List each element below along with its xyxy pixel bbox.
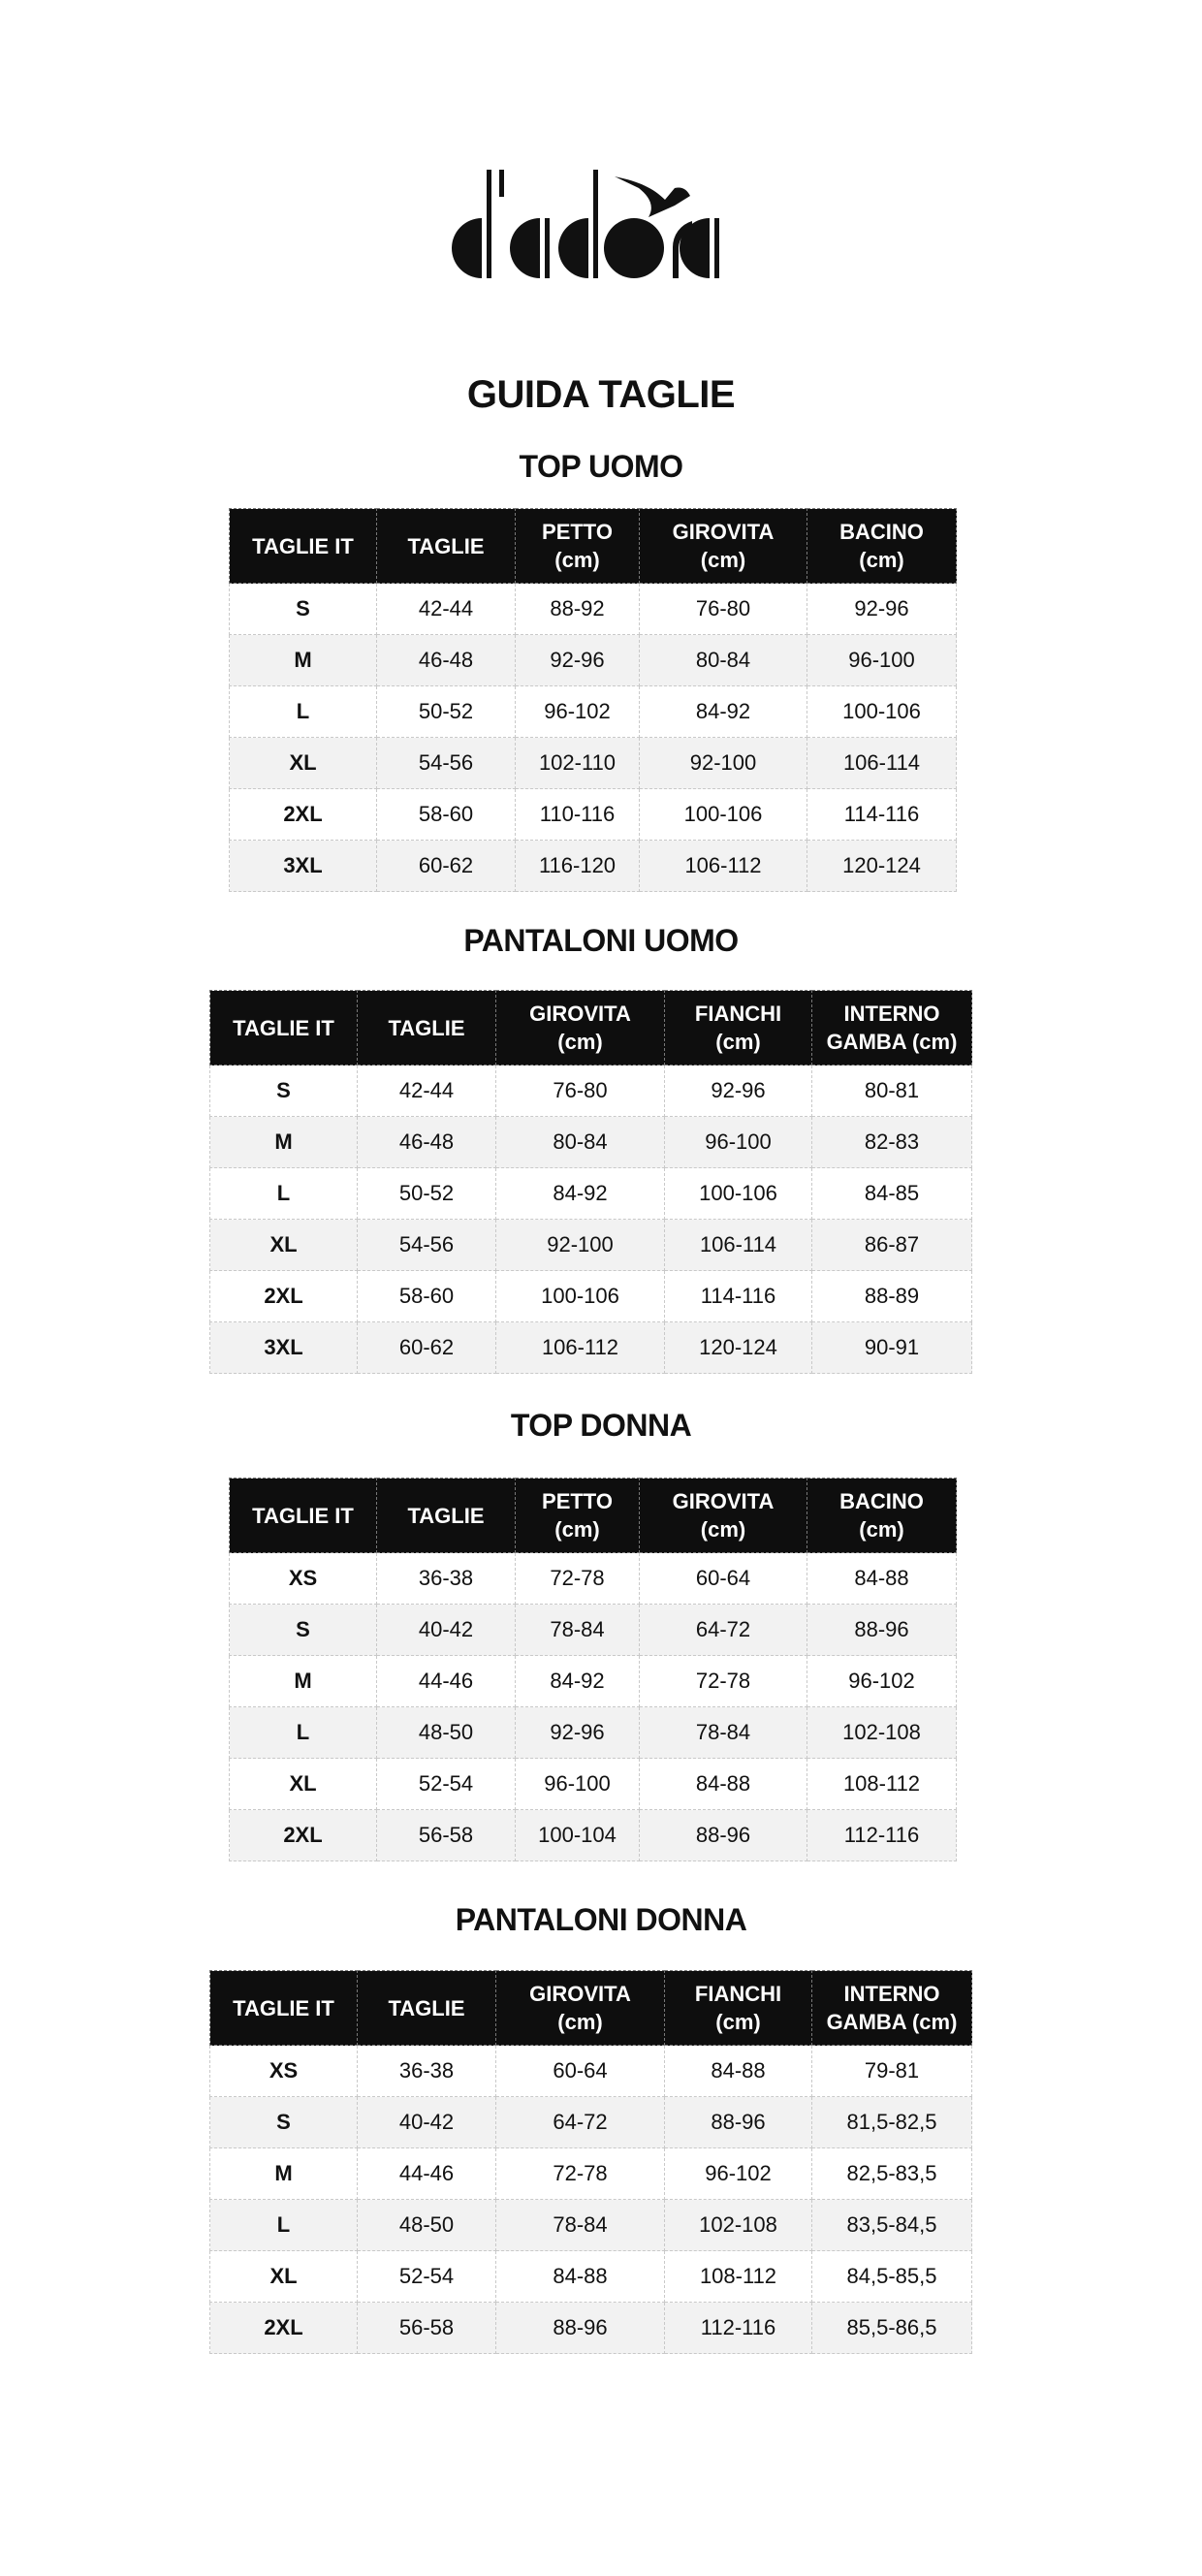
table-row xyxy=(210,1322,972,1374)
size-label-cell: S xyxy=(210,2097,358,2148)
table-row xyxy=(230,1810,957,1861)
table-row xyxy=(230,1759,957,1810)
measurement-cell: 56-58 xyxy=(377,1810,516,1861)
measurement-cell: 64-72 xyxy=(496,2097,665,2148)
measurement-cell: 78-84 xyxy=(516,1605,640,1656)
measurement-cell: 72-78 xyxy=(640,1656,807,1707)
table-row xyxy=(230,635,957,686)
measurement-cell: 36-38 xyxy=(377,1553,516,1605)
measurement-cell: 84-92 xyxy=(496,1168,665,1220)
column-header: GIROVITA (cm) xyxy=(640,509,807,584)
size-label-cell: S xyxy=(210,1065,358,1117)
table-row xyxy=(210,1117,972,1168)
measurement-cell: 102-108 xyxy=(807,1707,957,1759)
measurement-cell: 108-112 xyxy=(807,1759,957,1810)
measurement-cell: 52-54 xyxy=(358,2251,496,2303)
size-label-cell: 3XL xyxy=(230,841,377,892)
table-row xyxy=(230,1605,957,1656)
column-header: INTERNO GAMBA (cm) xyxy=(812,991,972,1065)
table-row xyxy=(230,1656,957,1707)
column-header: BACINO (cm) xyxy=(807,1479,957,1553)
table-header-row xyxy=(230,509,957,584)
table-row xyxy=(210,2046,972,2097)
measurement-cell: 48-50 xyxy=(358,2200,496,2251)
table-header-row xyxy=(230,1479,957,1553)
measurement-cell: 54-56 xyxy=(358,1220,496,1271)
measurement-cell: 90-91 xyxy=(812,1322,972,1374)
size-table-pantaloni-donna xyxy=(209,1970,972,2354)
page-title: GUIDA TAGLIE xyxy=(466,373,736,416)
measurement-cell: 88-92 xyxy=(516,584,640,635)
measurement-cell: 84-88 xyxy=(807,1553,957,1605)
size-table-pantaloni-uomo xyxy=(209,990,972,1374)
column-header: TAGLIE IT xyxy=(210,1971,358,2046)
measurement-cell: 78-84 xyxy=(496,2200,665,2251)
table-row xyxy=(210,2303,972,2354)
measurement-cell: 50-52 xyxy=(358,1168,496,1220)
column-header: TAGLIE xyxy=(358,991,496,1065)
measurement-cell: 76-80 xyxy=(640,584,807,635)
measurement-cell: 96-100 xyxy=(807,635,957,686)
measurement-cell: 92-96 xyxy=(516,635,640,686)
measurement-cell: 54-56 xyxy=(377,738,516,789)
table-row xyxy=(210,1168,972,1220)
size-label-cell: 3XL xyxy=(210,1322,358,1374)
measurement-cell: 88-96 xyxy=(496,2303,665,2354)
measurement-cell: 102-108 xyxy=(665,2200,812,2251)
table-row xyxy=(210,2251,972,2303)
measurement-cell: 86-87 xyxy=(812,1220,972,1271)
column-header: TAGLIE xyxy=(377,1479,516,1553)
size-label-cell: 2XL xyxy=(210,1271,358,1322)
measurement-cell: 40-42 xyxy=(377,1605,516,1656)
logo-letter-o xyxy=(604,218,664,278)
table-row xyxy=(230,738,957,789)
size-label-cell: 2XL xyxy=(230,1810,377,1861)
measurement-cell: 84-92 xyxy=(640,686,807,738)
measurement-cell: 100-106 xyxy=(807,686,957,738)
size-label-cell: M xyxy=(230,635,377,686)
measurement-cell: 88-96 xyxy=(640,1810,807,1861)
measurement-cell: 114-116 xyxy=(665,1271,812,1322)
measurement-cell: 60-64 xyxy=(640,1553,807,1605)
measurement-cell: 84-88 xyxy=(665,2046,812,2097)
measurement-cell: 120-124 xyxy=(665,1322,812,1374)
table-row xyxy=(230,789,957,841)
size-label-cell: S xyxy=(230,584,377,635)
measurement-cell: 88-96 xyxy=(807,1605,957,1656)
size-label-cell: XL xyxy=(210,1220,358,1271)
logo-letter-d xyxy=(452,218,482,278)
table-header-row xyxy=(210,1971,972,2046)
measurement-cell: 60-62 xyxy=(358,1322,496,1374)
measurement-cell: 56-58 xyxy=(358,2303,496,2354)
measurement-cell: 92-96 xyxy=(807,584,957,635)
table-header-row xyxy=(210,991,972,1065)
size-label-cell: L xyxy=(230,1707,377,1759)
column-header: TAGLIE xyxy=(377,509,516,584)
table-row xyxy=(210,1065,972,1117)
section-title-pantaloni-uomo: PANTALONI UOMO xyxy=(463,923,739,958)
logo-letter-a xyxy=(510,218,540,278)
measurement-cell: 36-38 xyxy=(358,2046,496,2097)
column-header: PETTO (cm) xyxy=(516,1479,640,1553)
size-label-cell: S xyxy=(230,1605,377,1656)
measurement-cell: 100-104 xyxy=(516,1810,640,1861)
measurement-cell: 72-78 xyxy=(496,2148,665,2200)
section-title-pantaloni-donna: PANTALONI DONNA xyxy=(455,1902,747,1937)
measurement-cell: 79-81 xyxy=(812,2046,972,2097)
measurement-cell: 52-54 xyxy=(377,1759,516,1810)
measurement-cell: 88-96 xyxy=(665,2097,812,2148)
size-label-cell: 2XL xyxy=(210,2303,358,2354)
measurement-cell: 58-60 xyxy=(358,1271,496,1322)
table-row xyxy=(210,2097,972,2148)
measurement-cell: 80-81 xyxy=(812,1065,972,1117)
measurement-cell: 96-100 xyxy=(516,1759,640,1810)
measurement-cell: 92-96 xyxy=(665,1065,812,1117)
logo-letter-d2 xyxy=(558,218,588,278)
size-label-cell: XS xyxy=(210,2046,358,2097)
measurement-cell: 58-60 xyxy=(377,789,516,841)
measurement-cell: 40-42 xyxy=(358,2097,496,2148)
measurement-cell: 110-116 xyxy=(516,789,640,841)
measurement-cell: 114-116 xyxy=(807,789,957,841)
measurement-cell: 106-114 xyxy=(665,1220,812,1271)
table-row xyxy=(230,841,957,892)
measurement-cell: 120-124 xyxy=(807,841,957,892)
measurement-cell: 84-88 xyxy=(496,2251,665,2303)
size-label-cell: XL xyxy=(230,1759,377,1810)
measurement-cell: 88-89 xyxy=(812,1271,972,1322)
measurement-cell: 82-83 xyxy=(812,1117,972,1168)
measurement-cell: 102-110 xyxy=(516,738,640,789)
table-row xyxy=(210,1271,972,1322)
measurement-cell: 100-106 xyxy=(665,1168,812,1220)
measurement-cell: 85,5-86,5 xyxy=(812,2303,972,2354)
column-header: TAGLIE IT xyxy=(230,509,377,584)
table-row xyxy=(230,584,957,635)
measurement-cell: 84-88 xyxy=(640,1759,807,1810)
measurement-cell: 96-102 xyxy=(665,2148,812,2200)
measurement-cell: 106-114 xyxy=(807,738,957,789)
column-header: GIROVITA (cm) xyxy=(496,991,665,1065)
measurement-cell: 84-85 xyxy=(812,1168,972,1220)
measurement-cell: 100-106 xyxy=(496,1271,665,1322)
measurement-cell: 42-44 xyxy=(377,584,516,635)
size-label-cell: L xyxy=(230,686,377,738)
measurement-cell: 81,5-82,5 xyxy=(812,2097,972,2148)
measurement-cell: 112-116 xyxy=(807,1810,957,1861)
measurement-cell: 100-106 xyxy=(640,789,807,841)
size-table-top-uomo xyxy=(229,508,957,892)
measurement-cell: 78-84 xyxy=(640,1707,807,1759)
size-label-cell: M xyxy=(210,1117,358,1168)
table-row xyxy=(210,1220,972,1271)
measurement-cell: 96-102 xyxy=(516,686,640,738)
measurement-cell: 106-112 xyxy=(496,1322,665,1374)
table-row xyxy=(230,1707,957,1759)
size-table-top-donna xyxy=(229,1478,957,1861)
logo-accent xyxy=(615,176,690,217)
diadora-logo xyxy=(450,167,750,278)
measurement-cell: 44-46 xyxy=(358,2148,496,2200)
measurement-cell: 80-84 xyxy=(496,1117,665,1168)
measurement-cell: 46-48 xyxy=(377,635,516,686)
size-label-cell: XS xyxy=(230,1553,377,1605)
measurement-cell: 46-48 xyxy=(358,1117,496,1168)
table-row xyxy=(230,686,957,738)
measurement-cell: 116-120 xyxy=(516,841,640,892)
table-row xyxy=(210,2148,972,2200)
measurement-cell: 48-50 xyxy=(377,1707,516,1759)
size-label-cell: 2XL xyxy=(230,789,377,841)
size-label-cell: L xyxy=(210,1168,358,1220)
measurement-cell: 64-72 xyxy=(640,1605,807,1656)
size-label-cell: XL xyxy=(230,738,377,789)
measurement-cell: 80-84 xyxy=(640,635,807,686)
column-header: FIANCHI (cm) xyxy=(665,1971,812,2046)
measurement-cell: 42-44 xyxy=(358,1065,496,1117)
measurement-cell: 72-78 xyxy=(516,1553,640,1605)
column-header: BACINO (cm) xyxy=(807,509,957,584)
measurement-cell: 60-62 xyxy=(377,841,516,892)
measurement-cell: 84-92 xyxy=(516,1656,640,1707)
column-header: INTERNO GAMBA (cm) xyxy=(812,1971,972,2046)
measurement-cell: 92-100 xyxy=(496,1220,665,1271)
measurement-cell: 82,5-83,5 xyxy=(812,2148,972,2200)
measurement-cell: 76-80 xyxy=(496,1065,665,1117)
measurement-cell: 106-112 xyxy=(640,841,807,892)
measurement-cell: 83,5-84,5 xyxy=(812,2200,972,2251)
size-label-cell: L xyxy=(210,2200,358,2251)
measurement-cell: 112-116 xyxy=(665,2303,812,2354)
table-row xyxy=(210,2200,972,2251)
section-title-top-donna: TOP DONNA xyxy=(510,1408,692,1443)
section-title-top-uomo: TOP UOMO xyxy=(519,449,683,484)
table-row xyxy=(230,1553,957,1605)
column-header: GIROVITA (cm) xyxy=(496,1971,665,2046)
column-header: FIANCHI (cm) xyxy=(665,991,812,1065)
column-header: TAGLIE xyxy=(358,1971,496,2046)
column-header: GIROVITA (cm) xyxy=(640,1479,807,1553)
column-header: TAGLIE IT xyxy=(230,1479,377,1553)
measurement-cell: 50-52 xyxy=(377,686,516,738)
measurement-cell: 44-46 xyxy=(377,1656,516,1707)
measurement-cell: 60-64 xyxy=(496,2046,665,2097)
column-header: PETTO (cm) xyxy=(516,509,640,584)
column-header: TAGLIE IT xyxy=(210,991,358,1065)
measurement-cell: 96-102 xyxy=(807,1656,957,1707)
measurement-cell: 96-100 xyxy=(665,1117,812,1168)
size-label-cell: M xyxy=(210,2148,358,2200)
measurement-cell: 84,5-85,5 xyxy=(812,2251,972,2303)
measurement-cell: 108-112 xyxy=(665,2251,812,2303)
measurement-cell: 92-100 xyxy=(640,738,807,789)
size-label-cell: XL xyxy=(210,2251,358,2303)
size-label-cell: M xyxy=(230,1656,377,1707)
measurement-cell: 92-96 xyxy=(516,1707,640,1759)
